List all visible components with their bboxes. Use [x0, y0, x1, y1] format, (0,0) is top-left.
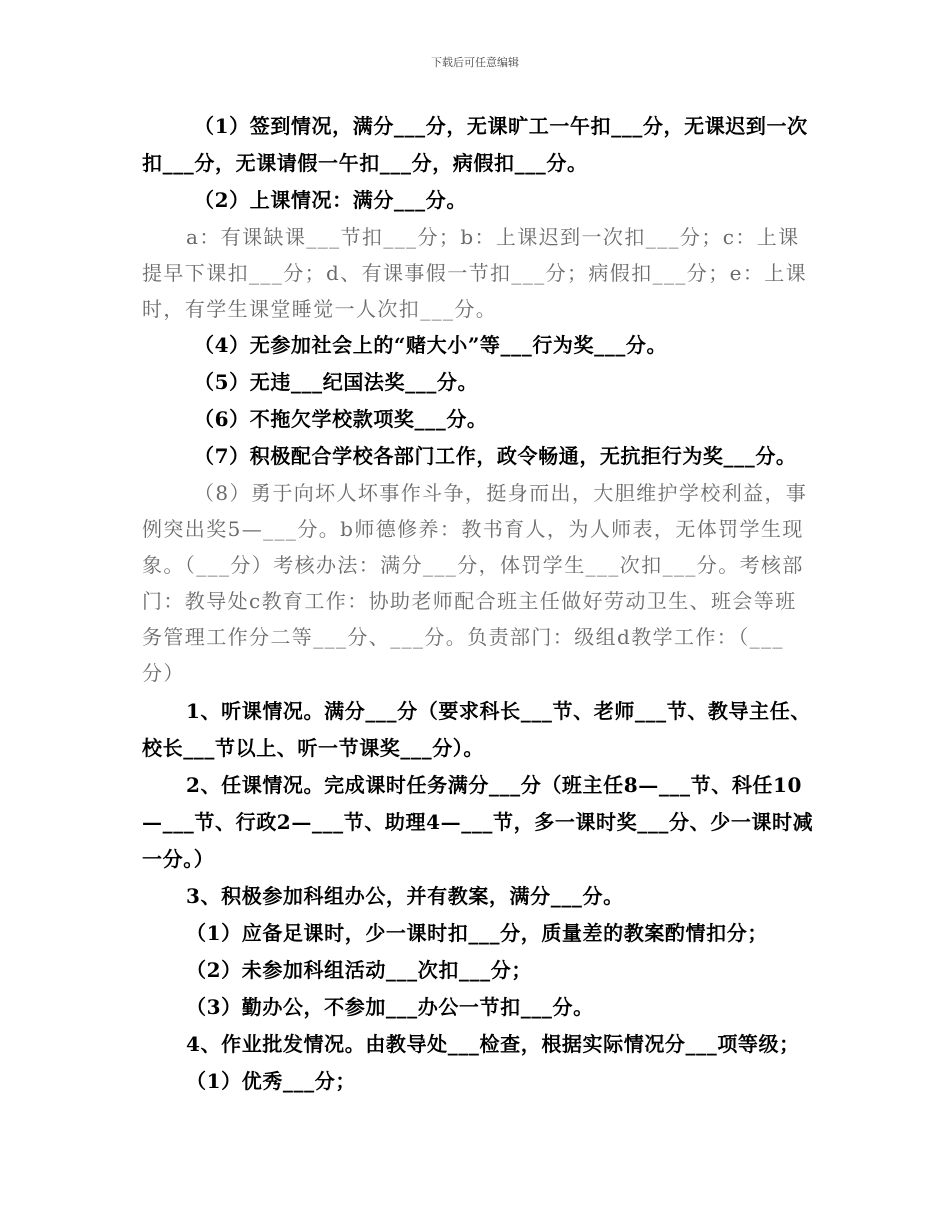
- paragraph-sign-in: （1）签到情况，满分___分，无课旷工一午扣___分，无课迟到一次扣___分，无课请假一午扣___分，病假扣___分。: [142, 114, 808, 175]
- paragraph-excellent: （1）优秀___分；: [186, 1069, 356, 1093]
- document-body: [142, 108, 814, 1100]
- paragraph-office-attendance: （3）勤办公，不参加___办公一节扣___分。: [186, 995, 594, 1019]
- paragraph-item-5: （5）无违___纪国法奖___分。: [194, 370, 479, 394]
- paragraph-group-activity: （2）未参加科组活动___次扣___分；: [186, 958, 532, 982]
- paragraph-teaching-load: 2、任课情况。完成课时任务满分___分（班主任8—___节、科任10—___节、行政2—___节、助理4—___节，多一课时奖___分、少一课时减一分。）: [142, 773, 814, 871]
- paragraph-lesson-observation: 1、听课情况。满分___分（要求科长___节、老师___节、教导主任、校长___节以上、听一节课奖___分）。: [142, 699, 811, 760]
- page-header-note: 下载后可任意编辑: [431, 56, 519, 69]
- paragraph-group-office: 3、积极参加科组办公，并有教案，满分___分。: [186, 884, 624, 908]
- paragraph-homework-marking: 4、作业批发情况。由教导处___检查，根据实际情况分___项等级；: [186, 1032, 800, 1056]
- paragraph-item-8: （8）勇于向坏人坏事作斗争，挺身而出，大胆维护学校利益，事例突出奖5—___分。b师德修养：教书育人，为人师表，无体罚学生现象。（___分）考核办法：满分___分，体罚学生___次扣___分。考核部门：教导处c教育工作：协助老师配合班主任做好劳动卫生、班会等班务管理工作分二等___分、___分。负责部门：级组d教学工作：（___分）: [142, 481, 808, 685]
- paragraph-item-6: （6）不拖欠学校款项奖___分。: [194, 407, 488, 431]
- paragraph-class-deductions: a：有课缺课___节扣___分；b：上课迟到一次扣___分；c：上课提早下课扣___分；d、有课事假一节扣___分；病假扣___分；e：上课时，有学生课堂睡觉一人次扣___分。: [142, 225, 808, 321]
- paragraph-item-7: （7）积极配合学校各部门工作，政令畅通，无抗拒行为奖___分。: [194, 444, 797, 468]
- paragraph-class-attendance: （2）上课情况：满分___分。: [194, 188, 467, 212]
- paragraph-lesson-prep: （1）应备足课时，少一课时扣___分，质量差的教案酌情扣分；: [186, 921, 768, 945]
- paragraph-item-4: （4）无参加社会上的“赌大小”等___行为奖___分。: [194, 333, 668, 357]
